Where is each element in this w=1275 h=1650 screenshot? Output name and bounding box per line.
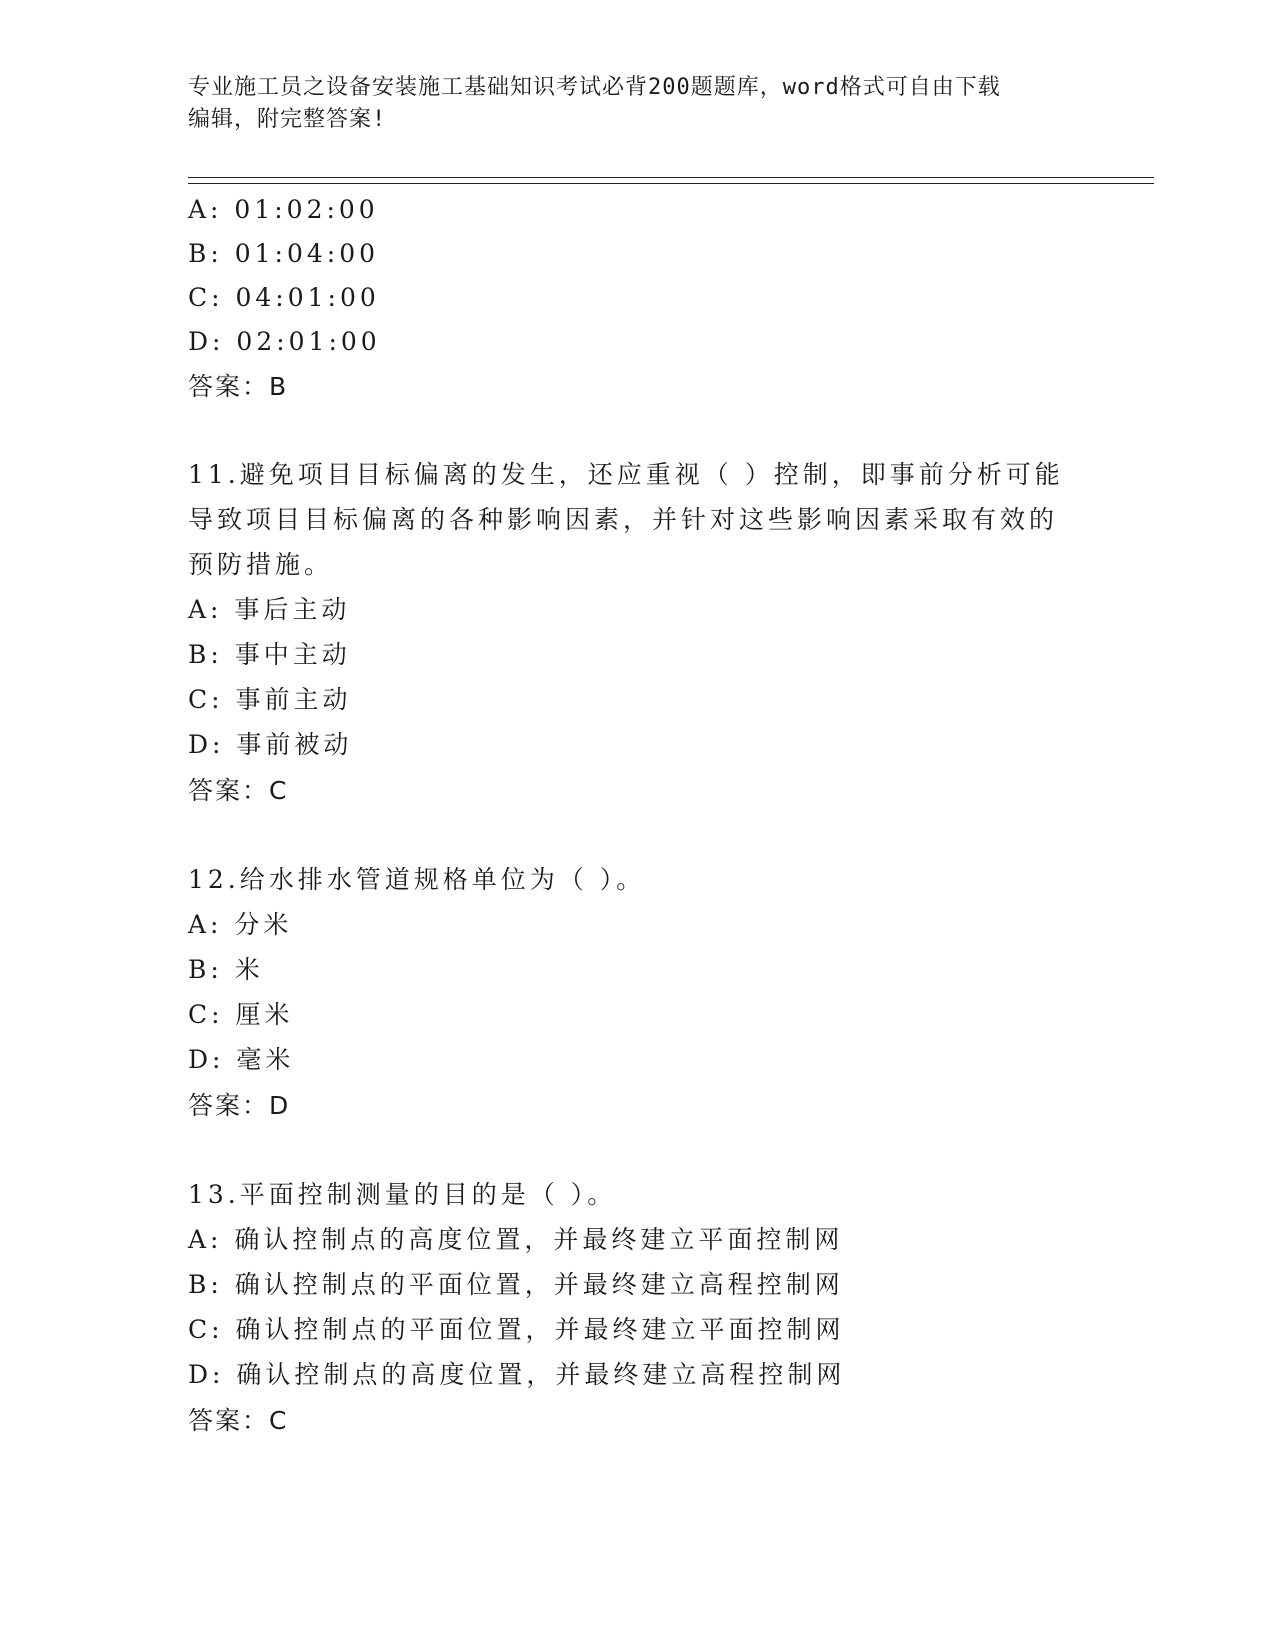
header-divider-top [188,177,1154,178]
q13-answer: 答案：C [188,1406,289,1435]
header-line-1: 专业施工员之设备安装施工基础知识考试必背200题题库，word格式可自由下载 [188,75,1001,100]
q11-option-c: C: 事前主动 [188,685,352,714]
header-divider-bottom [188,183,1154,184]
q13-option-d: D: 确认控制点的高度位置，并最终建立高程控制网 [188,1360,846,1389]
q13-option-a: A: 确认控制点的高度位置，并最终建立平面控制网 [188,1225,844,1254]
document-header [188,72,1088,136]
q13-option-b: B: 确认控制点的平面位置，并最终建立高程控制网 [188,1270,844,1299]
q11-answer: 答案：C [188,776,289,805]
q10-option-d: D: 02:01:00 [188,327,381,356]
q11-option-b: B: 事中主动 [188,640,351,669]
header-line-2: 编辑，附完整答案! [188,107,387,132]
q12-option-d: D: 毫米 [188,1045,295,1074]
q10-option-c: C: 04:01:00 [188,283,380,312]
q10-option-b: B: 01:04:00 [188,239,380,268]
q11-option-a: A: 事后主动 [188,595,351,624]
q12-option-c: C: 厘米 [188,1000,294,1029]
q11-option-d: D: 事前被动 [188,730,353,759]
q12-answer: 答案：D [188,1091,291,1120]
q10-answer: 答案：B [188,372,289,401]
q11-stem-line-1: 11.避免项目目标偏离的发生，还应重视（ ）控制，即事前分析可能 [188,460,1064,489]
q11-stem-line-3: 预防措施。 [188,550,334,579]
q12-stem-line-1: 12.给水排水管道规格单位为（ ）。 [188,865,646,894]
q13-stem-line-1: 13.平面控制测量的目的是（ ）。 [188,1180,617,1209]
q12-option-b: B: 米 [188,955,264,984]
q12-option-a: A: 分米 [188,910,293,939]
q13-option-c: C: 确认控制点的平面位置，并最终建立平面控制网 [188,1315,845,1344]
q11-stem-line-2: 导致项目目标偏离的各种影响因素，并针对这些影响因素采取有效的 [188,505,1059,534]
q10-option-a: A: 01:02:00 [188,195,379,224]
